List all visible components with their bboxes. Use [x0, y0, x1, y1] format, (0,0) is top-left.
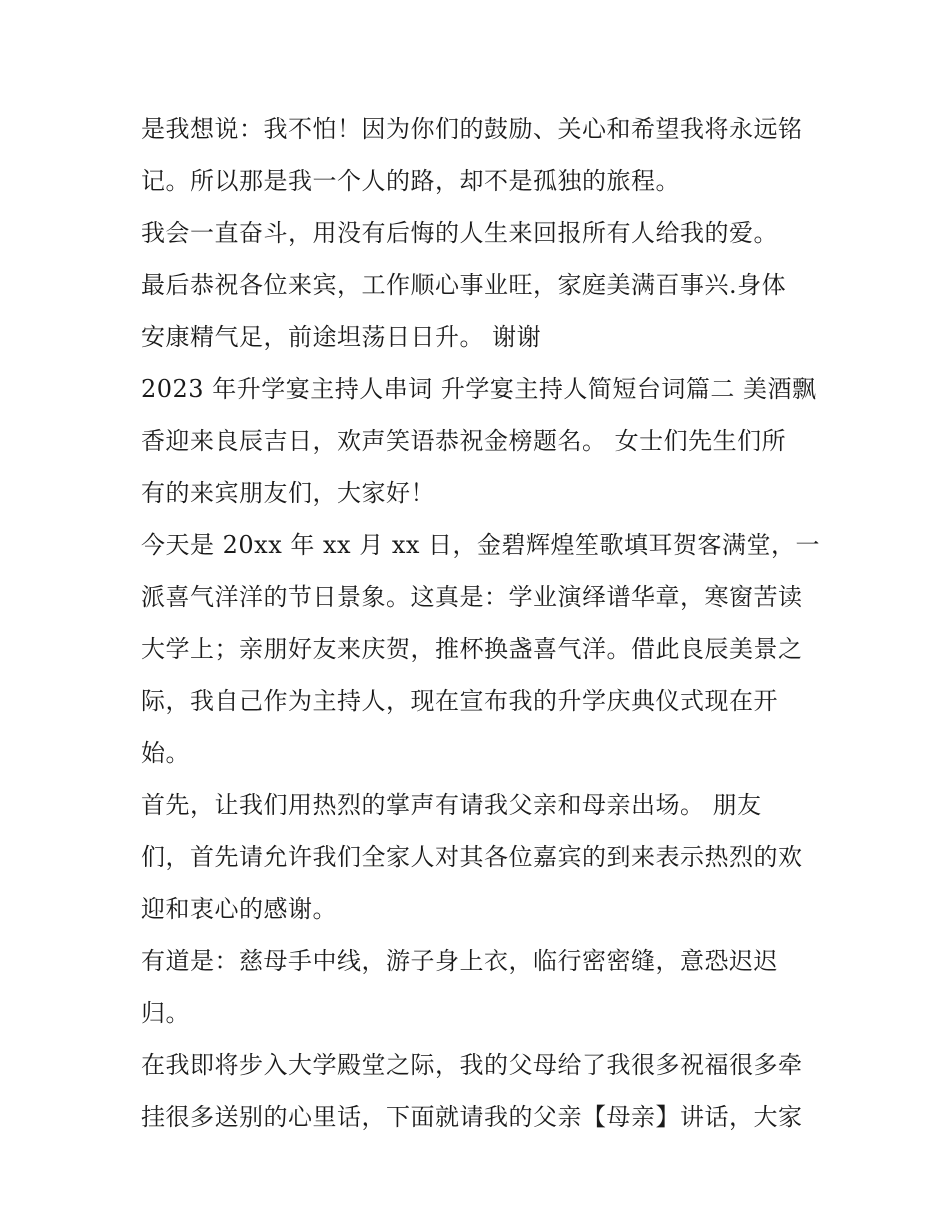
text-line: 派喜气洋洋的节日景象。这真是：学业演绎谱华章，寒窗苦读	[141, 583, 803, 611]
text-line: 始。	[141, 739, 190, 767]
text-line: 际，我自己作为主持人，现在宣布我的升学庆典仪式现在开	[141, 687, 778, 715]
text-line: 是我想说：我不怕！因为你们的鼓励、关心和希望我将永远铭	[141, 115, 803, 143]
document-body	[141, 103, 821, 1143]
text-line: 归。	[141, 999, 190, 1027]
text-line: 安康精气足，前途坦荡日日升。 谢谢	[141, 323, 542, 351]
text-line: 大学上；亲朋好友来庆贺，推杯换盏喜气洋。借此良辰美景之	[141, 635, 803, 663]
text-line: 迎和衷心的感谢。	[141, 895, 337, 923]
text-line: 挂很多送别的心里话，下面就请我的父亲【母亲】讲话，大家	[141, 1103, 803, 1131]
text-line: 香迎来良辰吉日，欢声笑语恭祝金榜题名。 女士们先生们所	[141, 427, 787, 455]
text-line: 记。所以那是我一个人的路，却不是孤独的旅程。	[141, 167, 680, 195]
text-line: 我会一直奋斗，用没有后悔的人生来回报所有人给我的爱。	[141, 219, 778, 247]
text-line: 们，首先请允许我们全家人对其各位嘉宾的到来表示热烈的欢	[141, 843, 803, 871]
text-line: 2023 年升学宴主持人串词 升学宴主持人简短台词篇二 美酒飘	[141, 375, 817, 403]
text-line: 今天是 20xx 年 xx 月 xx 日，金碧辉煌笙歌填耳贺客满堂，一	[141, 531, 821, 559]
text-line: 首先，让我们用热烈的掌声有请我父亲和母亲出场。 朋友	[141, 791, 762, 819]
text-line: 在我即将步入大学殿堂之际，我的父母给了我很多祝福很多牵	[141, 1051, 803, 1079]
text-line: 最后恭祝各位来宾，工作顺心事业旺，家庭美满百事兴.身体	[141, 271, 787, 299]
text-line: 有道是：慈母手中线，游子身上衣，临行密密缝，意恐迟迟	[141, 947, 778, 975]
text-line: 有的来宾朋友们，大家好！	[141, 479, 435, 507]
